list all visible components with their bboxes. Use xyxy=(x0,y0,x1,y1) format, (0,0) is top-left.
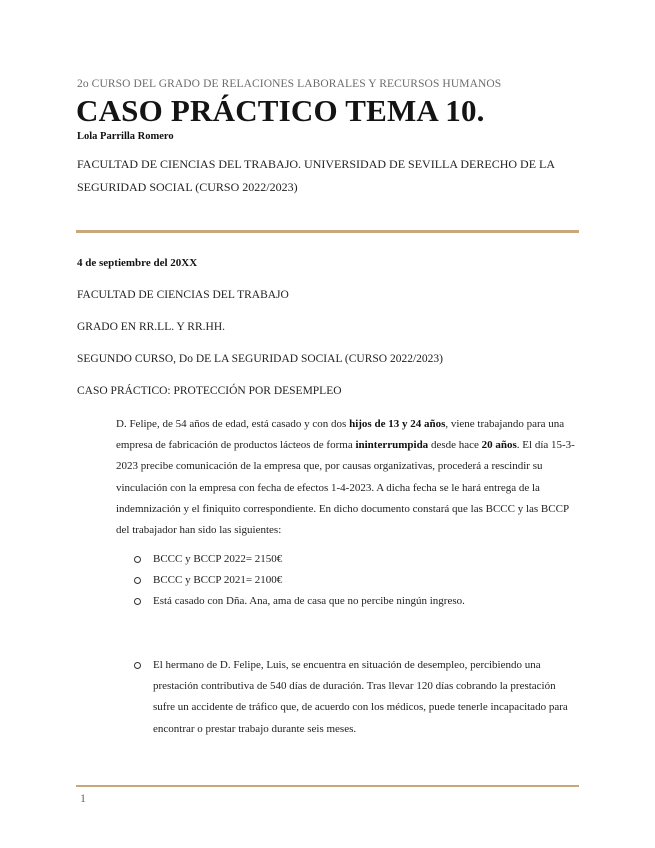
circle-bullet-icon xyxy=(134,662,141,669)
page-title: CASO PRÁCTICO TEMA 10. xyxy=(76,93,485,128)
course-subtitle: 2o CURSO DEL GRADO DE RELACIONES LABORALES Y RECURSOS HUMANOS xyxy=(77,78,502,90)
list-item xyxy=(134,655,579,740)
salary-list xyxy=(134,549,554,613)
list-item-text: Está casado con Dña. Ana, ama de casa que no percibe ningún ingreso. xyxy=(153,595,465,608)
list-item xyxy=(134,549,554,570)
para-text: . El día 15-3-2023 precibe comunicación de la empresa que, por causas organizativas, procederá a rescindir su vinculación con la empresa con fecha de efectos 1-4-2023. A dicha fecha se le hará entrega de la indemnización y el finiquito correspondiente. En dicho documento constará que las BCCC y las BCCP del trabajador han sido las siguientes: xyxy=(116,439,575,537)
para-bold-children: hijos de 13 y 24 años xyxy=(349,418,446,430)
faculty-heading: FACULTAD DE CIENCIAS DEL TRABAJO xyxy=(77,289,289,301)
para-text: desde hace xyxy=(428,439,482,452)
para-text: D. Felipe, de 54 años de edad, está casado y con dos xyxy=(116,418,350,430)
footer-divider xyxy=(76,785,579,787)
list-item xyxy=(134,591,554,612)
course-heading: SEGUNDO CURSO, Do DE LA SEGURIDAD SOCIAL (CURSO 2022/2023) xyxy=(77,353,443,365)
author-name: Lola Parrilla Romero xyxy=(77,131,174,142)
para-bold-years: 20 años xyxy=(481,439,517,452)
list-item-text: BCCC y BCCP 2021= 2100€ xyxy=(153,574,283,587)
faculty-line: FACULTAD DE CIENCIAS DEL TRABAJO. UNIVERSIDAD DE SEVILLA DERECHO DE LA SEGURIDAD SOCIAL (CURSO 2022/2023) xyxy=(77,157,555,194)
para-text: , viene trabajando para una empresa de fabricación de productos lácteos de forma xyxy=(116,418,565,452)
case-paragraph xyxy=(116,414,578,541)
circle-bullet-icon xyxy=(134,598,141,605)
circle-bullet-icon xyxy=(134,577,141,584)
document-date: 4 de septiembre del 20XX xyxy=(77,257,198,269)
list-item-text: El hermano de D. Felipe, Luis, se encuentra en situación de desempleo, percibiendo una prestación contributiva de 540 días de duración. Tras llevar 120 días cobrando la prestación sufre un accidente de tráfico que, de acuerdo con los médicos, puede tenerle incapacitado para encontrar o prestar trabajo durante seis meses. xyxy=(153,659,568,735)
list-item-text: BCCC y BCCP 2022= 2150€ xyxy=(153,553,283,565)
para-bold-uninterrupted: ininterrumpida xyxy=(355,439,429,452)
page-number: 1 xyxy=(80,791,86,805)
circle-bullet-icon xyxy=(134,556,141,563)
degree-heading: GRADO EN RR.LL. Y RR.HH. xyxy=(77,321,226,333)
brother-list xyxy=(134,655,579,740)
list-item xyxy=(134,570,554,591)
case-heading: CASO PRÁCTICO: PROTECCIÓN POR DESEMPLEO xyxy=(77,385,342,397)
header-divider xyxy=(76,230,579,233)
